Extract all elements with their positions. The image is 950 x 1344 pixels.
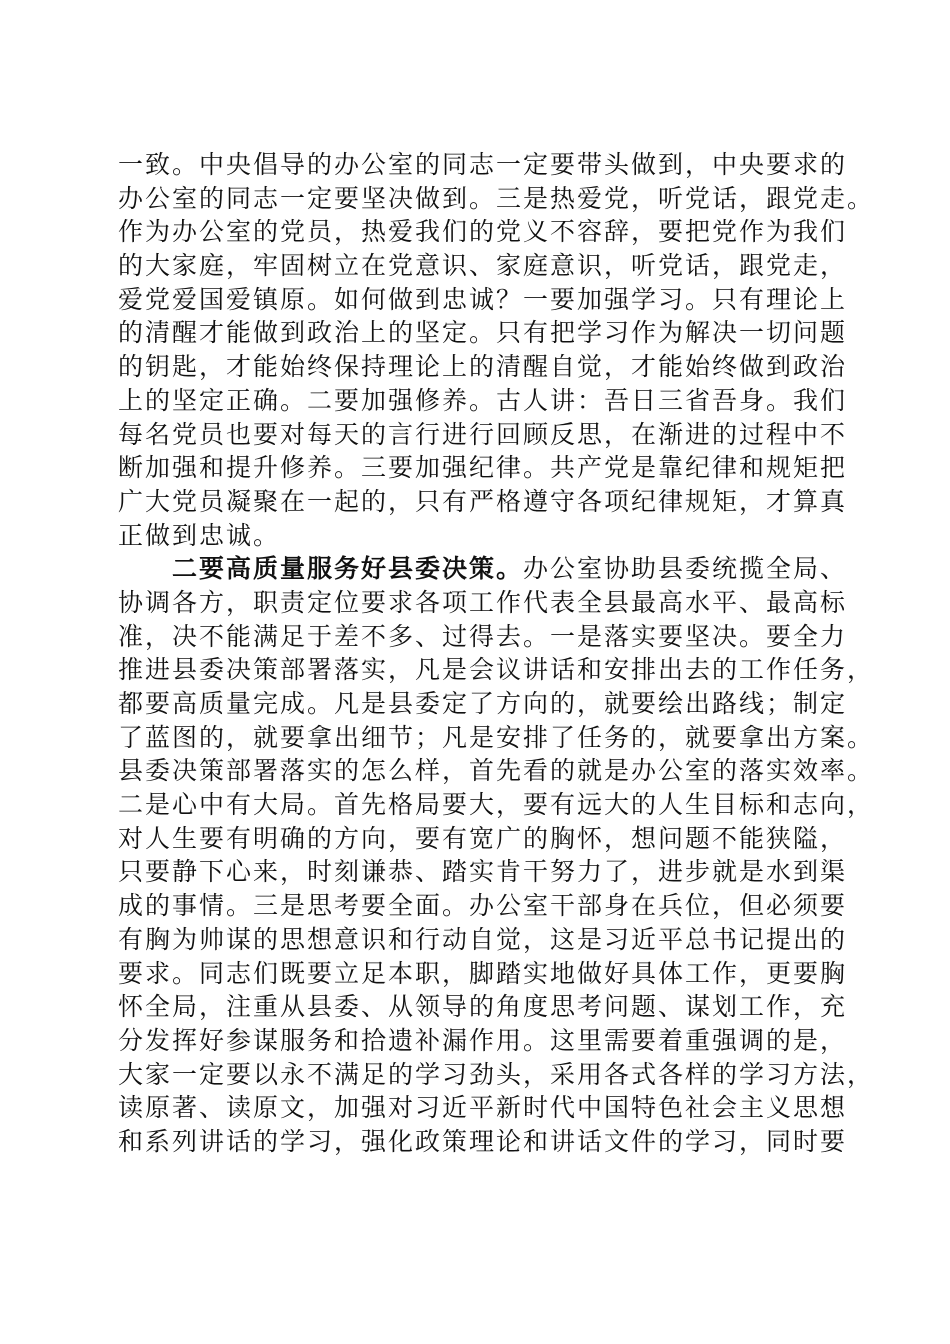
document-page [118, 148, 875, 1159]
text-line: 的清醒才能做到政治上的坚定。只有把学习作为解决一切问题 [118, 318, 848, 348]
text-line: 爱党爱国爱镇原。如何做到忠诚？一要加强学习。只有理论上 [118, 284, 848, 314]
text-line: 读原著、读原文，加强对习近平新时代中国特色社会主义思想 [118, 1093, 848, 1123]
text-line: 分发挥好参谋服务和拾遗补漏作用。这里需要着重强调的是， [118, 1025, 848, 1055]
text-line: 只要静下心来，时刻谦恭、踏实肯干努力了，进步就是水到渠 [118, 857, 848, 887]
text-line: 大家一定要以永不满足的学习劲头，采用各式各样的学习方法， [118, 1059, 875, 1089]
text-line: 断加强和提升修养。三要加强纪律。共产党是靠纪律和规矩把 [118, 453, 848, 483]
paragraph-serve-decisions [118, 552, 875, 1158]
text-line: 协调各方，职责定位要求各项工作代表全县最高水平、最高标 [118, 587, 848, 617]
text-line: 的钥匙，才能始终保持理论上的清醒自觉，才能始终做到政治 [118, 352, 848, 382]
text-line: 对人生要有明确的方向，要有宽广的胸怀，想问题不能狭隘， [118, 823, 848, 853]
text-line: 每名党员也要对每天的言行进行回顾反思，在渐进的过程中不 [118, 419, 848, 449]
text-line: 怀全局，注重从县委、从领导的角度思考问题、谋划工作，充 [118, 992, 848, 1022]
text-line: 一致。中央倡导的办公室的同志一定要带头做到，中央要求的 [118, 150, 848, 179]
text-line: 成的事情。三是思考要全面。办公室干部身在兵位，但必须要 [118, 891, 848, 921]
text-line: 作为办公室的党员，热爱我们的党义不容辞，要把党作为我们 [118, 217, 848, 247]
paragraph-loyalty [118, 148, 875, 552]
text-line: 有胸为帅谋的思想意识和行动自觉，这是习近平总书记提出的 [118, 924, 848, 954]
text-line: 要求。同志们既要立足本职，脚踏实地做好具体工作，更要胸 [118, 958, 848, 988]
text-line: 推进县委决策部署落实，凡是会议讲话和安排出去的工作任务， [118, 655, 875, 685]
text-line: 二是心中有大局。首先格局要大，要有远大的人生目标和志向， [118, 790, 875, 820]
text-line: 广大党员凝聚在一起的，只有严格遵守各项纪律规矩，才算真 [118, 486, 848, 516]
text-line: 准，决不能满足于差不多、过得去。一是落实要坚决。要全力 [118, 621, 848, 651]
text-line: 正做到忠诚。 [118, 520, 281, 550]
text-line: 都要高质量完成。凡是县委定了方向的，就要绘出路线；制定 [118, 689, 848, 718]
text-line: 的大家庭，牢固树立在党意识、家庭意识，听党话，跟党走， [118, 251, 848, 281]
text-line: 县委决策部署落实的怎么样，首先看的就是办公室的落实效率。 [118, 756, 875, 786]
text-line: 上的坚定正确。二要加强修养。古人讲：吾日三省吾身。我们 [118, 385, 848, 415]
section-heading: 二要高质量服务好县委决策。 [172, 554, 524, 584]
paragraph-first-line [118, 552, 848, 586]
text-line: 了蓝图的，就要拿出细节；凡是安排了任务的，就要拿出方案。 [118, 722, 875, 752]
text-run: 办公室协助县委统揽全局、 [523, 554, 848, 584]
text-line: 和系列讲话的学习，强化政策理论和讲话文件的学习，同时要 [118, 1126, 848, 1156]
text-line: 办公室的同志一定要坚决做到。三是热爱党，听党话，跟党走。 [118, 183, 875, 213]
